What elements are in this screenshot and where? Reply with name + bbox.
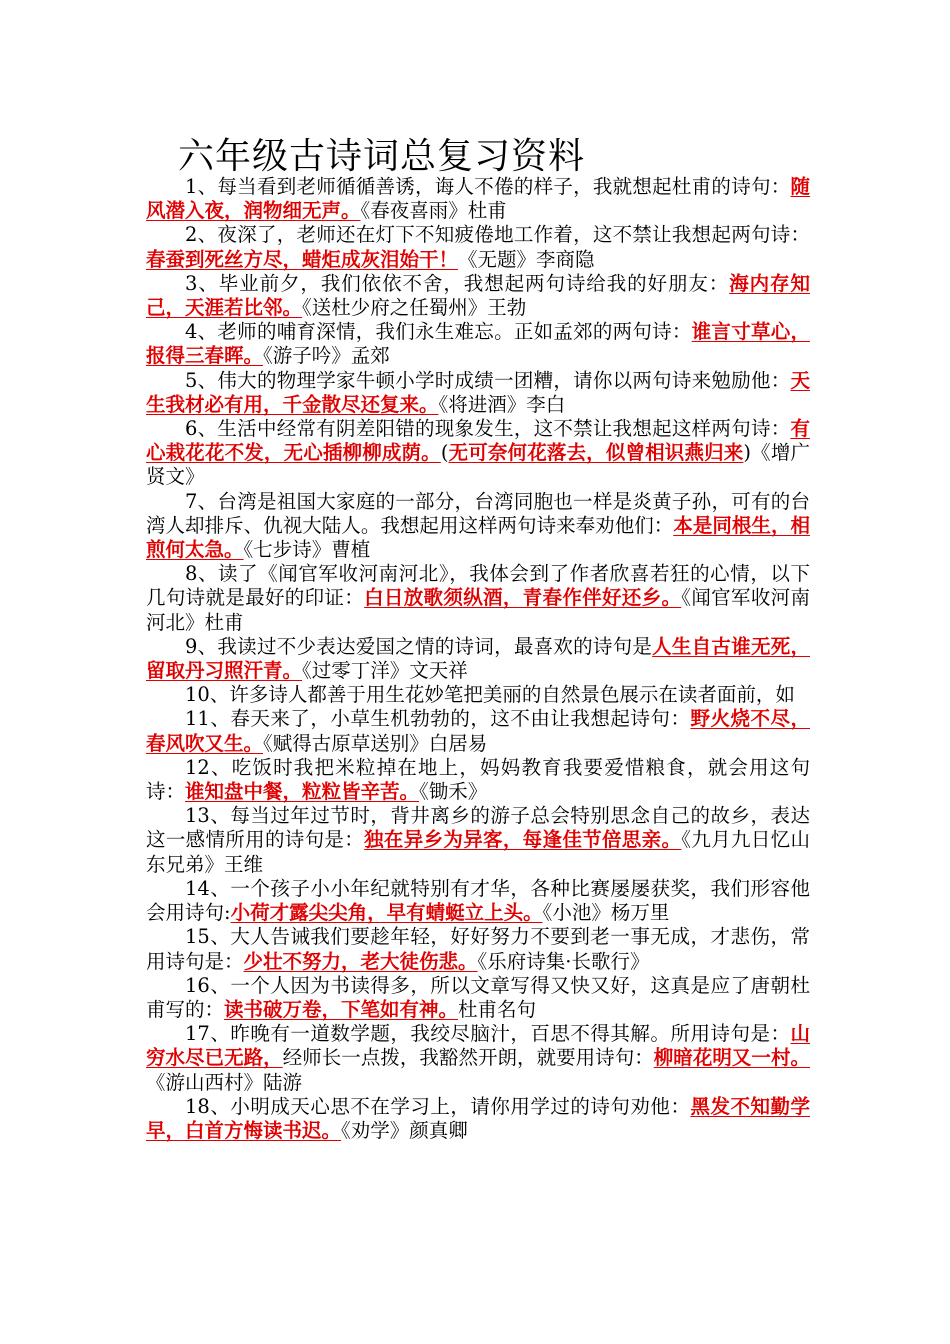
list-item	[146, 925, 810, 973]
question-text: 13、每当过年过节时，背井离乡的游子总会特别思念自己的故乡，表达这一感情所用的诗句是：	[146, 804, 810, 852]
answer-text: 白日放歌须纵酒，青春作伴好还乡。	[364, 586, 682, 610]
question-text: 10、许多诗人都善于用生花妙笔把美丽的自然景色展示在读者面前，如	[185, 683, 795, 707]
question-text: 2、夜深了，老师还在灯下不知疲倦地工作着，这不禁让我想起两句诗：	[185, 223, 810, 247]
list-item	[146, 707, 810, 755]
question-text: 4、老师的哺育深情，我们永生难忘。正如孟郊的两句诗：	[185, 320, 692, 344]
answer-text: 黑发不知勤学早，白首方悔读书迟。	[146, 1094, 810, 1142]
source-text: 《无题》李商隐	[458, 247, 595, 271]
answer-text-2: 无可奈何花落去，似曾相识燕归来	[448, 441, 744, 465]
answer-text: 野火烧不尽，春风吹又生。	[146, 707, 810, 755]
poem-review-list	[146, 175, 810, 1143]
question-text: 6、生活中经常有阴差阳错的现象发生，这不禁让我想起这样两句诗：	[185, 417, 791, 441]
question-text: 14、一个孩子小小年纪就特别有才华，各种比赛屡屡获奖，我们形容他会用诗句:	[146, 876, 810, 925]
question-text: 18、小明成天心思不在学习上，请你用学过的诗句劝他：	[185, 1094, 691, 1118]
question-text: 16、一个人因为书读得多，所以文章写得又快又好，这真是应了唐朝杜甫写的：	[146, 973, 810, 1021]
source-text: 《春夜喜雨》杜甫	[360, 199, 507, 223]
list-item	[146, 175, 810, 223]
source-text: 《九月九日忆山东兄弟》王维	[146, 828, 810, 876]
source-text: )《增广贤文》	[146, 441, 810, 489]
answer-text: 山穷水尽已无路，	[146, 1022, 810, 1070]
list-item	[146, 417, 810, 490]
answer-text-2: 柳暗花明又一村。	[653, 1046, 810, 1070]
source-text: 《赋得古原草送别》白居易	[263, 731, 488, 755]
source-text: 《过零丁洋》文天祥	[302, 659, 468, 683]
source-text: 《游子吟》孟郊	[263, 344, 390, 368]
list-item	[146, 490, 810, 563]
question-text: 12、吃饭时我把米粒掉在地上，妈妈教育我要爱惜粮食，就会用这句诗：	[146, 755, 810, 804]
list-item	[146, 223, 810, 271]
question-text: 5、伟大的物理学家牛顿小学时成绩一团糟，请你以两句诗来勉励他：	[185, 368, 791, 392]
connector-text: 经师长一点拨，我豁然开朗，就要用诗句：	[282, 1046, 654, 1070]
answer-text: 天生我材必有用，千金散尽还复来。	[146, 368, 810, 416]
source-text: 《乐府诗集·长歌行》	[477, 949, 650, 973]
question-text: 7、台湾是祖国大家庭的一部分，台湾同胞也一样是炎黄子孙，可有的台湾人却排斥、仇视大陆人。我想起用这样两句诗来奉劝他们：	[146, 489, 810, 537]
source-text: 《劝学》颜真卿	[341, 1118, 468, 1142]
question-text: 9、我读过不少表达爱国之情的诗词，最喜欢的诗句是	[185, 634, 653, 658]
source-text: 《小池》杨万里	[542, 901, 670, 925]
list-item	[146, 974, 810, 1022]
answer-text: 读书破万卷，下笔如有神。	[224, 997, 459, 1021]
page-title: 六年级古诗词总复习资料	[178, 136, 586, 177]
answer-text: 小荷才露尖尖角，早有蜻蜓立上头。	[230, 901, 543, 925]
list-item	[146, 320, 810, 368]
question-text: 1、每当看到老师循循善诱，诲人不倦的样子，我就想起杜甫的诗句：	[185, 175, 791, 198]
answer-text: 春蚕到死丝方尽，蜡炬成灰泪始干！	[146, 247, 459, 271]
source-text: 杜甫名句	[458, 997, 537, 1021]
answer-text: 海内存知己，天涯若比邻。	[146, 271, 810, 320]
answer-text: 有心栽花花不发，无心插柳柳成荫。	[146, 417, 810, 465]
question-text: 15、大人告诫我们要趁年轻，好好努力不要到老一事无成，才悲伤，常用诗句是：	[146, 925, 810, 973]
list-item	[146, 1095, 810, 1143]
list-item	[146, 804, 810, 877]
list-item	[146, 1022, 810, 1095]
list-item	[146, 756, 810, 804]
answer-text: 随风潜入夜，润物细无声。	[146, 175, 810, 223]
list-item	[146, 272, 810, 320]
answer-text: 谁知盘中餐，粒粒皆辛苦。	[185, 780, 420, 804]
answer-text: 少壮不努力，老大徒伤悲。	[243, 949, 478, 973]
list-item	[146, 369, 810, 417]
source-text: 《将进酒》李白	[438, 392, 566, 416]
question-text: 17、昨晚有一道数学题，我绞尽脑汁，百思不得其解。所用诗句是：	[185, 1022, 791, 1046]
source-text: 《送杜少府之任蜀州》王勃	[302, 296, 527, 320]
answer-text: 谁言寸草心，报得三春晖。	[146, 320, 810, 368]
list-item	[146, 562, 810, 635]
answer-text: 独在异乡为异客，每逢佳节倍思亲。	[364, 828, 682, 852]
source-text: 《锄禾》	[419, 780, 488, 804]
question-text: 8、读了《闻官军收河南河北》，我体会到了作者欣喜若狂的心情，以下几句诗就是最好的印证：	[146, 562, 810, 610]
question-text: 3、毕业前夕，我们依依不舍，我想起两句诗给我的好朋友：	[185, 271, 730, 295]
answer-text: 人生自古谁无死，留取丹习照汗青。	[146, 634, 810, 683]
source-text: 《七步诗》曹植	[243, 538, 371, 562]
list-item	[146, 877, 810, 925]
question-text: 11、春天来了，小草生机勃勃的，这不由让我想起诗句：	[185, 707, 691, 731]
source-text: 《游山西村》陆游	[146, 1070, 303, 1094]
source-text: 《闻官军收河南河北》杜甫	[146, 586, 810, 634]
connector-text: (	[440, 441, 449, 465]
list-item	[146, 683, 810, 707]
answer-text: 本是同根生，相煎何太急。	[146, 513, 810, 562]
list-item	[146, 635, 810, 683]
